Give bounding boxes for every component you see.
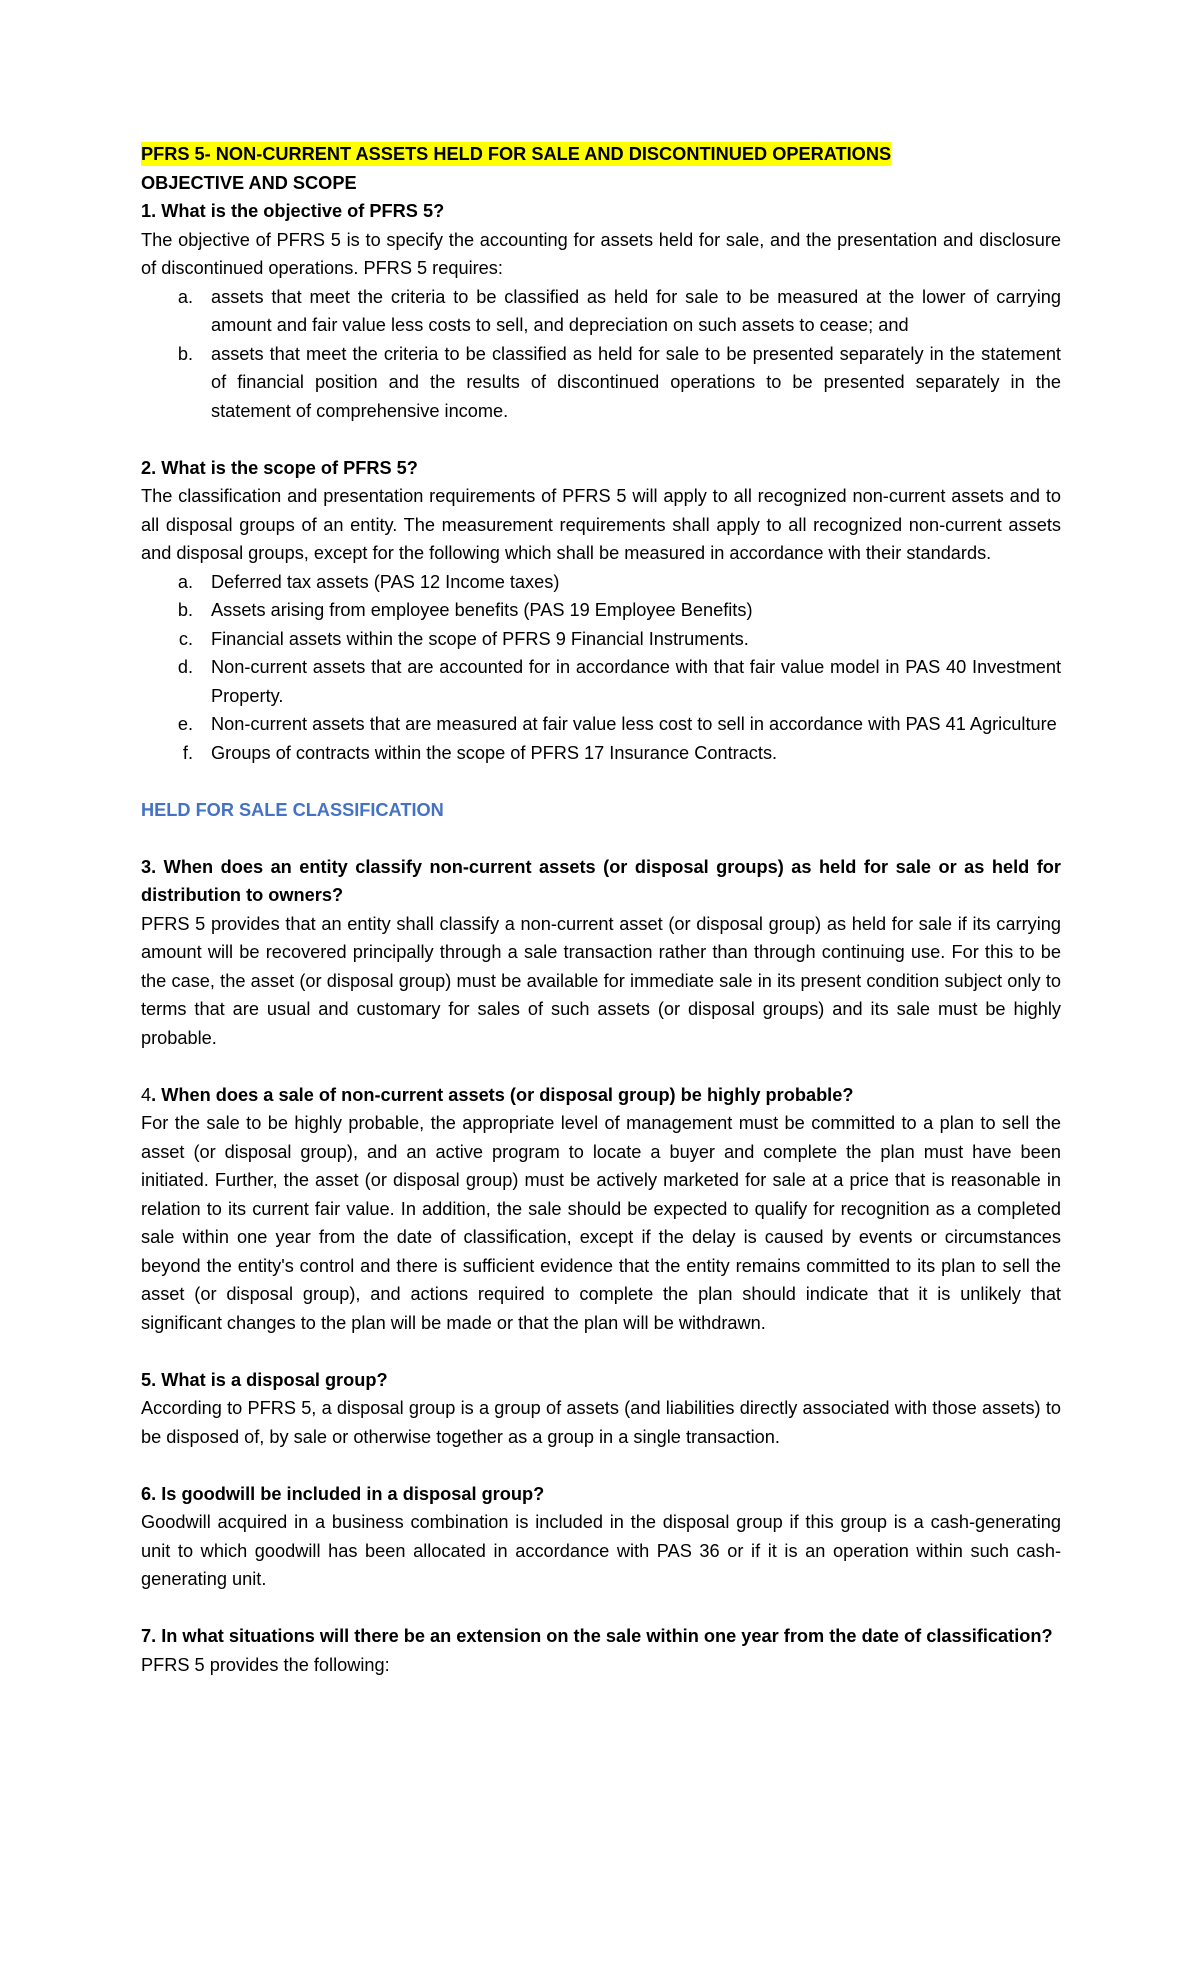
- section-heading-objective-scope: OBJECTIVE AND SCOPE: [141, 172, 357, 193]
- list-item: [141, 596, 1061, 625]
- list-item: [141, 568, 1061, 597]
- list-item-text: Assets arising from employee benefits (PAS 19 Employee Benefits): [211, 600, 753, 620]
- spacer: [141, 1052, 1061, 1081]
- question-3: 3. When does an entity classify non-current assets (or disposal groups) as held for sale or as held for distribution to owners?: [141, 856, 1061, 905]
- question-4: [141, 1081, 1061, 1110]
- section-heading-held-for-sale: HELD FOR SALE CLASSIFICATION: [141, 799, 444, 820]
- list-item: [141, 340, 1061, 426]
- list-item-text: Non-current assets that are accounted for in accordance with that fair value model in PAS 40 Investment Property.: [211, 657, 1061, 706]
- list-marker: a.: [177, 286, 193, 307]
- list-item: [141, 653, 1061, 710]
- list-item-text: Non-current assets that are measured at fair value less cost to sell in accordance with PAS 41 Agriculture: [211, 714, 1057, 734]
- list-item: [141, 283, 1061, 340]
- list-marker: c.: [178, 628, 193, 649]
- list-item-text: assets that meet the criteria to be classified as held for sale to be measured at the lower of carrying amount and fair value less costs to sell, and depreciation on such assets to cease; and: [211, 286, 1061, 335]
- answer-3-body: PFRS 5 provides that an entity shall classify a non-current asset (or disposal group) as held for sale if its carrying amount will be recovered principally through a sale transaction rather than through continuing use. For this to be the case, the asset (or disposal group) must be available for immediate sale in its present condition subject only to terms that are usual and customary for sales of such assets (or disposal groups) and its sale must be highly probable.: [141, 913, 1061, 1048]
- answer-1-body: The objective of PFRS 5 is to specify the accounting for assets held for sale, and the presentation and disclosure of discontinued operations. PFRS 5 requires:: [141, 229, 1061, 278]
- list-item: [141, 739, 1061, 768]
- question-1: 1. What is the objective of PFRS 5?: [141, 201, 445, 221]
- list-item-text: Groups of contracts within the scope of PFRS 17 Insurance Contracts.: [211, 742, 778, 763]
- document-content: [141, 140, 1061, 1679]
- list-marker: a.: [177, 571, 193, 592]
- spacer: [141, 425, 1061, 454]
- document-title: PFRS 5- NON-CURRENT ASSETS HELD FOR SALE AND DISCONTINUED OPERATIONS: [141, 144, 892, 164]
- list-item-text: assets that meet the criteria to be classified as held for sale to be presented separately in the statement of financial position and the results of discontinued operations to be presented separately in the statement of comprehensive income.: [211, 343, 1061, 421]
- question-7: 7. In what situations will there be an extension on the sale within one year from the date of classification?: [141, 1626, 1053, 1646]
- list-item-text: Financial assets within the scope of PFRS 9 Financial Instruments.: [211, 628, 749, 649]
- spacer: [141, 1451, 1061, 1480]
- spacer: [141, 1594, 1061, 1623]
- answer-7-body: PFRS 5 provides the following:: [141, 1654, 390, 1675]
- list-marker: b.: [177, 343, 193, 364]
- spacer: [141, 1337, 1061, 1366]
- list-marker: f.: [182, 742, 193, 763]
- question-2: 2. What is the scope of PFRS 5?: [141, 457, 418, 478]
- question-6: 6. Is goodwill be included in a disposal group?: [141, 1483, 545, 1504]
- question-5: 5. What is a disposal group?: [141, 1369, 388, 1390]
- question-4-number: 4: [141, 1084, 152, 1105]
- list-marker: e.: [177, 714, 193, 734]
- list-item: [141, 710, 1061, 739]
- answer-4-body: For the sale to be highly probable, the appropriate level of management must be committed to a plan to sell the asset (or disposal group), and an active program to locate a buyer and complete the plan must have been initiated. Further, the asset (or disposal group) must be actively marketed for sale at a price that is reasonable in relation to its current fair value. In addition, the sale should be expected to qualify for recognition as a completed sale within one year from the date of classification, except if the delay is caused by events or circumstances beyond the entity's control and there is sufficient evidence that the entity remains committed to its plan to sell the asset (or disposal group), and actions required to complete the plan should indicate that it is unlikely that significant changes to the plan will be made or that the plan will be withdrawn.: [141, 1113, 1061, 1333]
- question-4-text: . When does a sale of non-current assets (or disposal group) be highly probable?: [151, 1084, 854, 1105]
- answer-6-body: Goodwill acquired in a business combination is included in the disposal group if this group is a cash-generating unit to which goodwill has been allocated in accordance with PAS 36 or if it is an operation within such cash-generating unit.: [141, 1512, 1061, 1589]
- answer-1-list: [141, 283, 1061, 426]
- list-item: [141, 625, 1061, 654]
- list-marker: d.: [177, 657, 193, 677]
- list-item-text: Deferred tax assets (PAS 12 Income taxes): [211, 571, 560, 592]
- answer-5-body: According to PFRS 5, a disposal group is a group of assets (and liabilities directly associated with those assets) to be disposed of, by sale or otherwise together as a group in a single transaction.: [141, 1398, 1061, 1447]
- answer-2-body: The classification and presentation requirements of PFRS 5 will apply to all recognized non-current assets and to all disposal groups of an entity. The measurement requirements shall apply to all recognized non-current assets and disposal groups, except for the following which shall be measured in accordance with their standards.: [141, 486, 1061, 563]
- list-marker: b.: [177, 600, 193, 620]
- answer-2-list: [141, 568, 1061, 768]
- title-line: [141, 140, 1061, 169]
- spacer: [141, 767, 1061, 796]
- spacer: [141, 824, 1061, 853]
